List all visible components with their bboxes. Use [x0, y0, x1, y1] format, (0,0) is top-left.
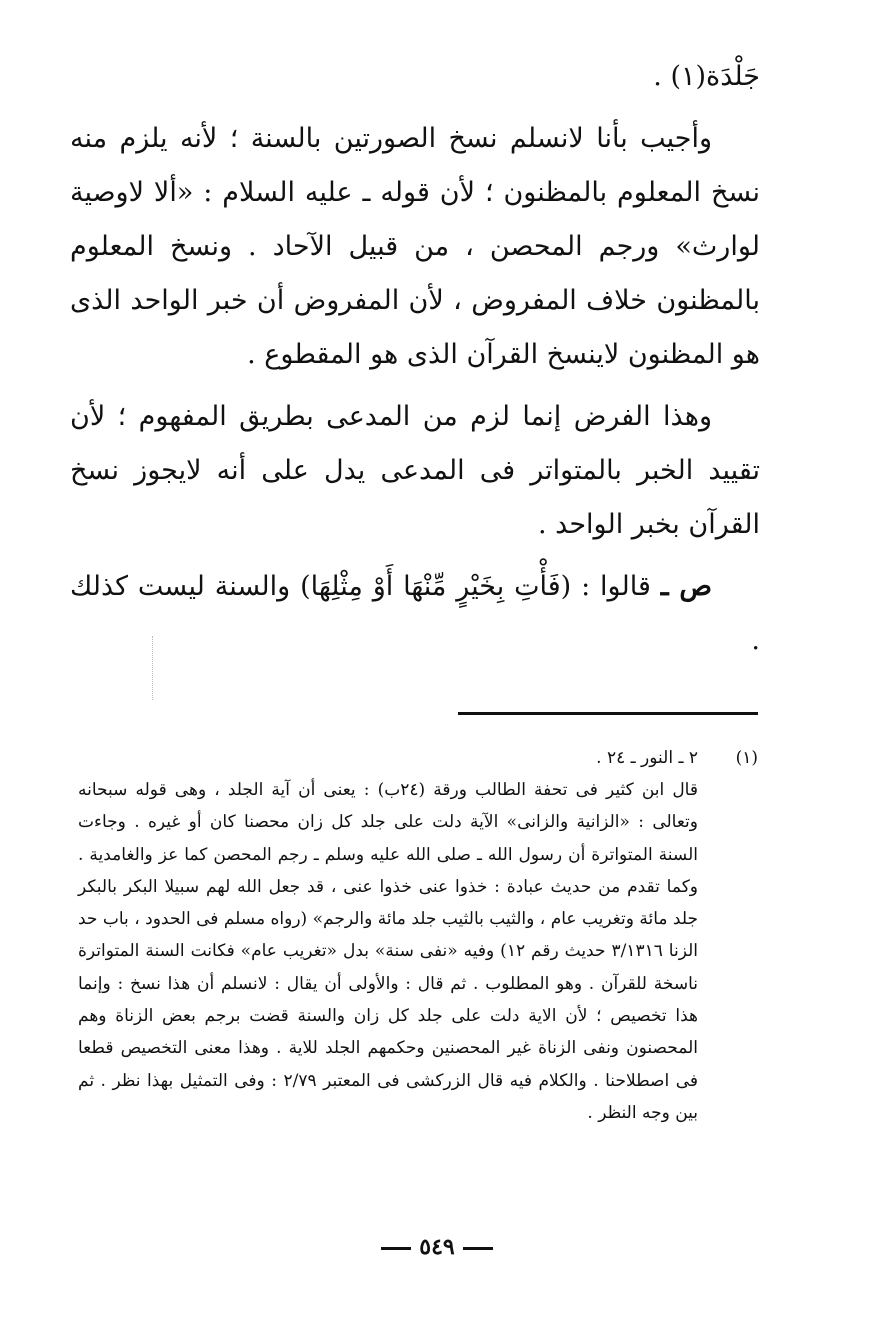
- paragraph-assumption: وهذا الفرض إنما لزم من المدعى بطريق المفهوم ؛ لأن تقييد الخبر بالمتواتر فى المدعى يدل على أنه لايجوز نسخ القرآن بخبر الواحد .: [70, 401, 760, 540]
- page-number-dash-left: [381, 1247, 411, 1250]
- page-number-dash-right: [463, 1247, 493, 1250]
- page-number: [0, 1234, 874, 1260]
- section-marker: ص ـ: [660, 571, 712, 602]
- footnote-body: [78, 742, 698, 1129]
- footnote-text: قال ابن كثير فى تحفة الطالب ورقة (٢٤ب) : يعنى أن آية الجلد ، وهى قوله سبحانه وتعالى : «الزانية والزانى» الآية دلت على جلد كل زان محصنا كان أو غيره . وجاءت السنة المتواترة أن رسول الله ـ صلى الله عليه وسلم ـ رجم المحصن كما عز والغامدية . وكما تقدم من حديث عبادة : خذوا عنى خذوا عنى ، قد جعل الله لهم سبيلا البكر بالبكر جلد مائة وتغريب عام ، والثيب بالثيب جلد مائة والرجم» (رواه مسلم فى الحدود ، باب حد الزنا ٣/١٣١٦ حديث رقم ١٢) وفيه «نفى سنة» بدل «تغريب عام» فكانت السنة المتواترة ناسخة للقرآن . وهو المطلوب . ثم قال : والأولى أن يقال : لانسلم أن هذا نسخ : وإنما هذا تخصيص ؛ لأن الاية دلت على جلد كل زان والسنة قضت برجم بعض الزناة وهم المحصنون ونفى الزناة غير المحصنين وحكمهم الجلد للاية . وهذا معنى التخصيص قطعا فى اصطلاحنا . والكلام فيه قال الزركشى فى المعتبر ٢/٧٩ : وفى التمثيل بهذا نظر . ثم بين وجه النظر .: [78, 780, 698, 1123]
- footnote-number: (١): [735, 748, 758, 768]
- footnote-divider: [458, 712, 758, 715]
- footnote: [78, 742, 758, 1129]
- opening-line: جَلْدَة(١) .: [653, 61, 760, 92]
- footnote-reference: ٢ ـ النور ـ ٢٤ .: [596, 748, 698, 768]
- footnote-row: [78, 742, 758, 1129]
- margin-mark: [152, 636, 155, 700]
- objection-text: قالوا : (فَأْتِ بِخَيْرٍ مِّنْهَا أَوْ مِثْلِهَا) والسنة ليست كذلك .: [70, 571, 760, 656]
- paragraph-response: وأجيب بأنا لانسلم نسخ الصورتين بالسنة ؛ لأنه يلزم منه نسخ المعلوم بالمظنون ؛ لأن قوله ـ عليه السلام : «ألا لاوصية لوارث» ورجم المحصن ، من قبيل الآحاد . ونسخ المعلوم بالمظنون خلاف المفروض ، لأن المفروض أن خبر الواحد الذى هو المظنون لاينسخ القرآن الذى هو المقطوع .: [70, 123, 760, 370]
- page-number-value: ٥٤٩: [419, 1234, 455, 1260]
- paragraph-objection: [70, 560, 760, 668]
- main-text: [70, 50, 760, 676]
